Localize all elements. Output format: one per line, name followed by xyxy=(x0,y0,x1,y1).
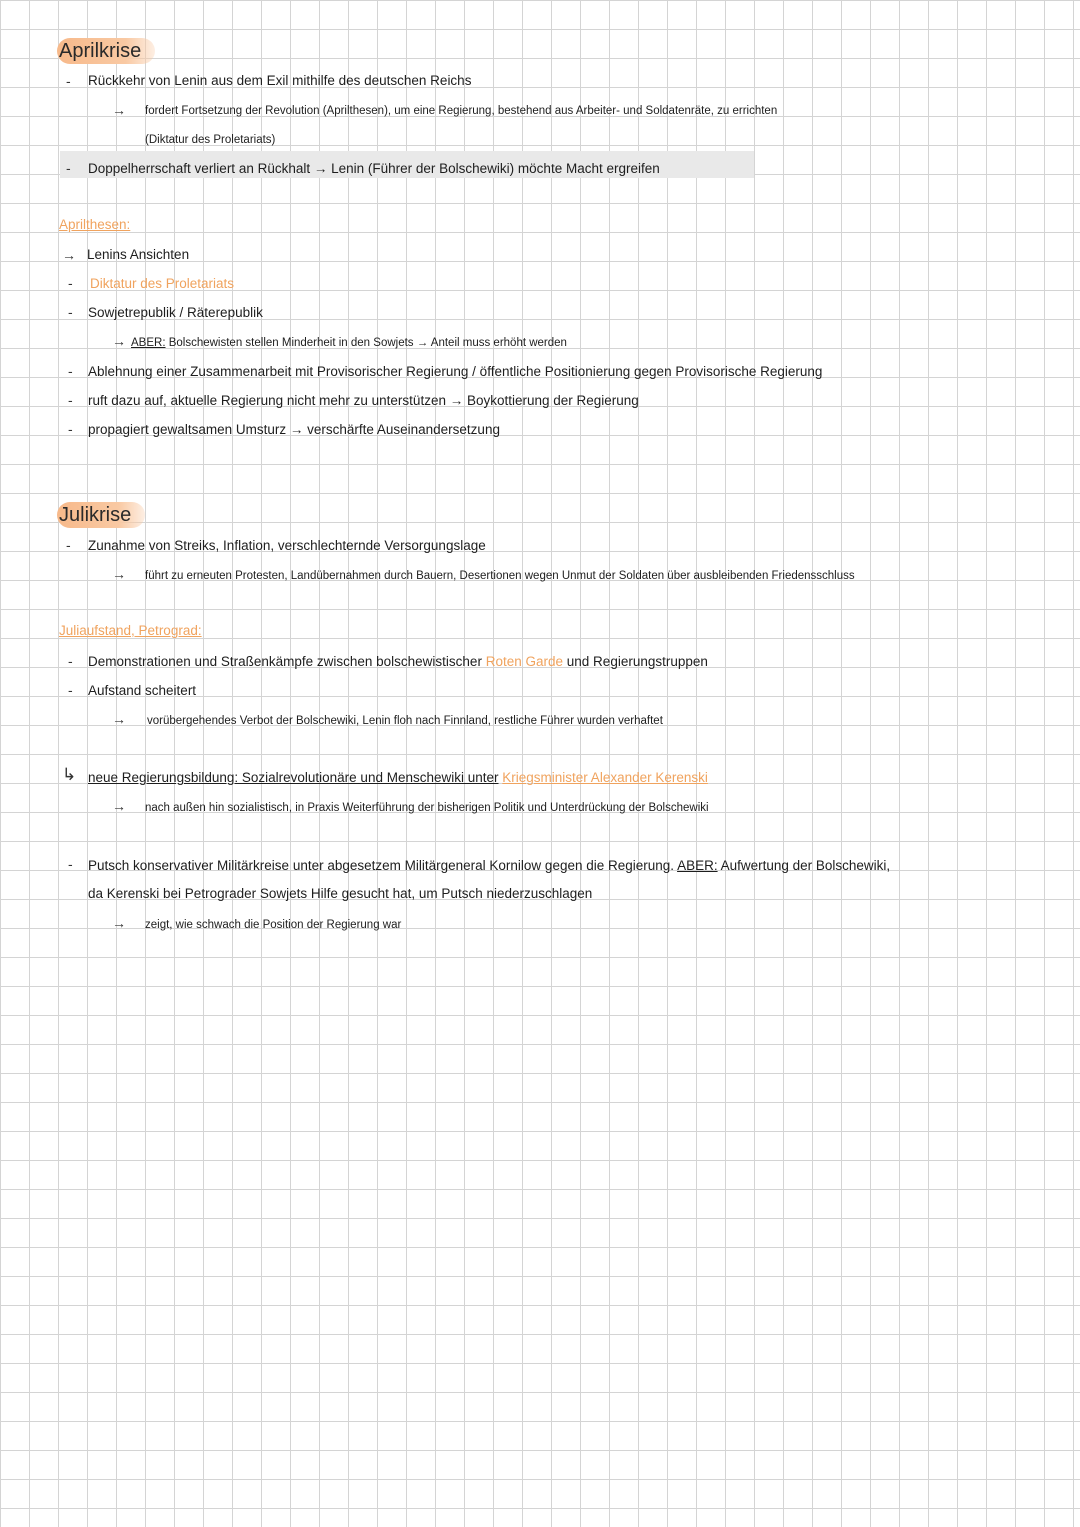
regierung-line-1 xyxy=(88,769,708,787)
aber-label: ABER: xyxy=(677,858,718,873)
arrow-icon: → xyxy=(62,247,76,263)
aufstand-line-2: Aufstand scheitert xyxy=(88,683,197,698)
dash-icon: - xyxy=(68,304,73,320)
title-julikrise: Julikrise xyxy=(57,502,145,528)
thesen-item-2: Sowjetrepublik / Räterepublik xyxy=(88,305,263,320)
title-aprilkrise: Aprilkrise xyxy=(57,38,155,64)
thesen-item-2-sub-text: Bolschewisten stellen Minderheit in den Sowjets → Anteil muss erhöht werden xyxy=(168,337,567,349)
dash-icon: - xyxy=(66,160,71,176)
dash-icon: - xyxy=(68,682,73,698)
putsch-line-1-text-a: Putsch konservativer Militärkreise unter abgesetzem Militärgeneral Kornilow gegen die Regierung. xyxy=(88,858,675,873)
aber-label: ABER: xyxy=(131,337,166,349)
juli-line-1: Zunahme von Streiks, Inflation, verschlechternde Versorgungslage xyxy=(88,538,486,553)
thesen-item-4: ruft dazu auf, aktuelle Regierung nicht mehr zu unterstützen → Boykottierung der Regierung xyxy=(88,393,639,408)
dash-icon: - xyxy=(68,856,73,872)
april-line-1: Rückkehr von Lenin aus dem Exil mithilfe des deutschen Reichs xyxy=(88,73,472,88)
dash-icon: - xyxy=(66,537,71,553)
thesen-item-3: Ablehnung einer Zusammenarbeit mit Provisorischer Regierung / öffentliche Positionierung gegen Provisorische Regierung xyxy=(88,364,823,379)
aufstand-line-1-text-c: und Regierungstruppen xyxy=(566,654,708,669)
dash-icon: - xyxy=(68,363,73,379)
arrow-icon: → xyxy=(112,915,126,931)
dash-icon: - xyxy=(68,275,73,291)
aufstand-line-1-text-a: Demonstrationen und Straßenkämpfe zwischen bolschewistischer xyxy=(88,654,482,669)
arrow-icon: → xyxy=(112,711,126,727)
april-line-4: Doppelherrschaft verliert an Rückhalt → Lenin (Führer der Bolschewiki) möchte Macht ergreifen xyxy=(88,161,660,176)
arrow-icon: → xyxy=(112,333,126,349)
dash-icon: - xyxy=(68,421,73,437)
return-arrow-icon: ↳ xyxy=(62,765,77,784)
juli-line-2: führt zu erneuten Protesten, Landübernahmen durch Bauern, Desertionen wegen Unmut der Soldaten über ausbleibenden Friedensschluss xyxy=(145,570,855,582)
heading-juliaufstand: Juliaufstand, Petrograd: xyxy=(59,623,202,638)
regierung-line-1-text: neue Regierungsbildung: Sozialrevolutionäre und Menschewiki unter xyxy=(88,770,499,785)
thesen-item-1: Diktatur des Proletariats xyxy=(90,276,235,291)
arrow-icon: → xyxy=(112,102,126,118)
putsch-line-1 xyxy=(88,857,890,875)
dash-icon: - xyxy=(68,392,73,408)
regierung-line-2: nach außen hin sozialistisch, in Praxis Weiterführung der bisherigen Politik und Unterdrückung der Bolschewiki xyxy=(145,802,709,814)
april-line-2: fordert Fortsetzung der Revolution (Aprilthesen), um eine Regierung, bestehend aus Arbeiter- und Soldatenräte, zu errichten xyxy=(145,105,778,117)
putsch-line-1-text-b: Aufwertung der Bolschewiki, xyxy=(720,858,891,873)
kerenski-label: Kriegsminister Alexander Kerenski xyxy=(502,770,708,785)
april-line-3: (Diktatur des Proletariats) xyxy=(145,134,276,146)
aufstand-line-1 xyxy=(88,653,708,671)
thesen-intro: Lenins Ansichten xyxy=(87,247,190,262)
arrow-icon: → xyxy=(112,798,126,814)
aufstand-line-3: vorübergehendes Verbot der Bolschewiki, Lenin floh nach Finnland, restliche Führer wurden verhaftet xyxy=(147,715,663,727)
dash-icon: - xyxy=(66,73,71,89)
arrow-icon: → xyxy=(112,566,126,582)
putsch-line-3: zeigt, wie schwach die Position der Regierung war xyxy=(145,919,402,931)
thesen-item-5: propagiert gewaltsamen Umsturz → verschärfte Auseinandersetzung xyxy=(88,422,500,437)
heading-aprilthesen: Aprilthesen: xyxy=(59,217,131,232)
putsch-line-2: da Kerenski bei Petrograder Sowjets Hilfe gesucht hat, um Putsch niederzuschlagen xyxy=(88,886,593,901)
thesen-item-2-sub xyxy=(131,334,567,352)
dash-icon: - xyxy=(68,653,73,669)
rote-garde-label: Roten Garde xyxy=(485,654,564,669)
